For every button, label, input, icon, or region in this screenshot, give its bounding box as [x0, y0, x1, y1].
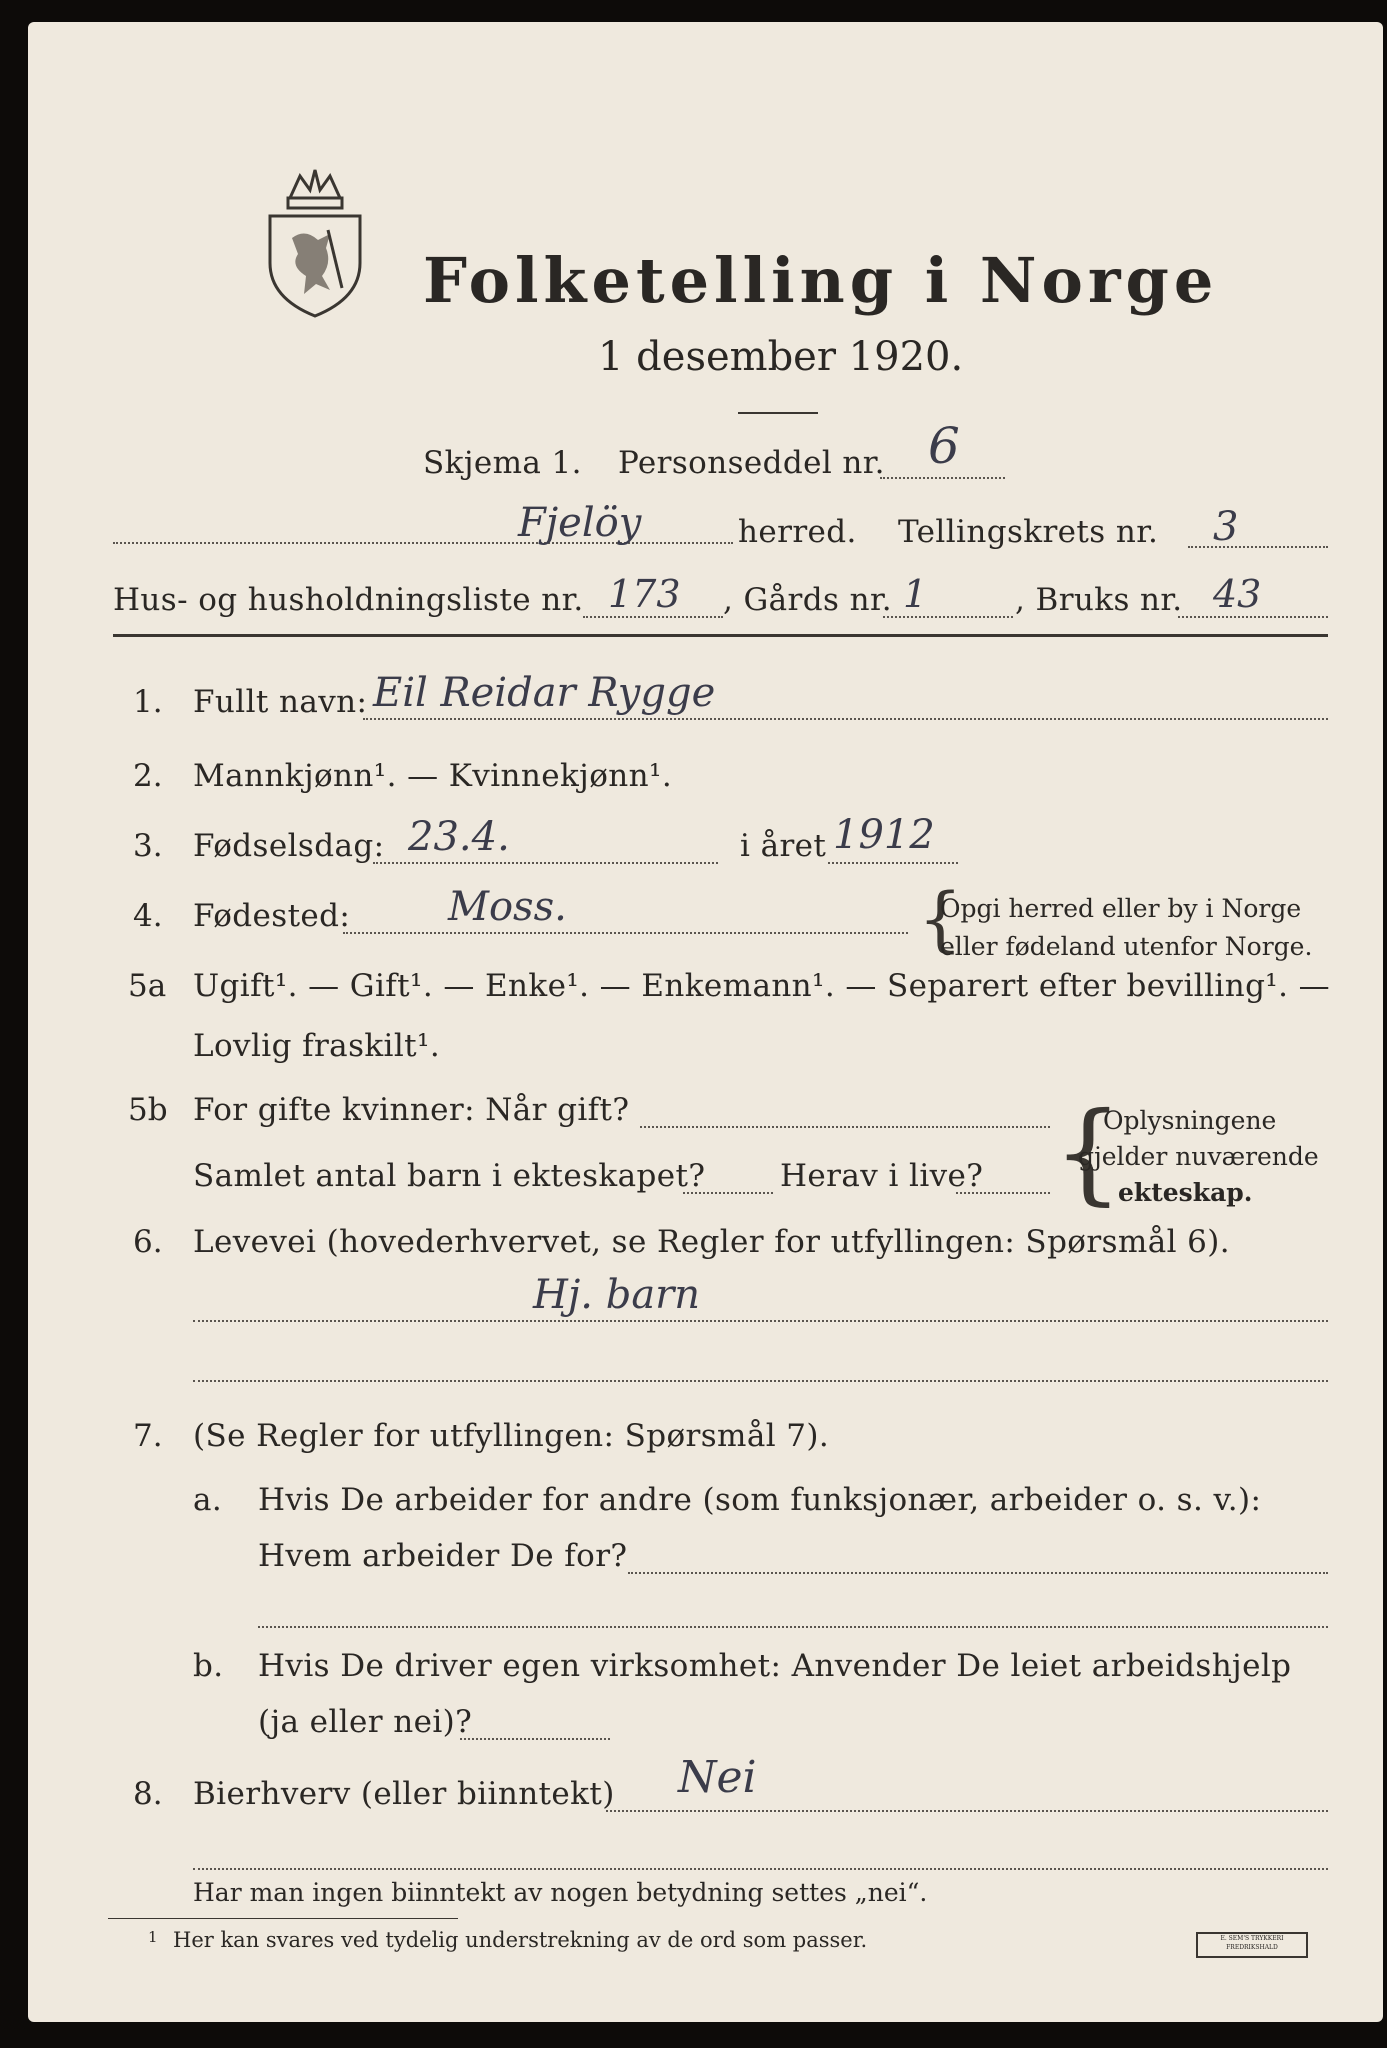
q8-line [606, 1810, 1328, 1812]
bruks-label: , Bruks nr. [1015, 582, 1183, 618]
q5b-number: 5b [128, 1092, 168, 1128]
q5b-married-line [640, 1126, 1050, 1128]
q5b-children-line [683, 1192, 773, 1194]
q5b-note-line3: ekteskap. [1118, 1178, 1253, 1207]
q7a-line1: Hvis De arbeider for andre (som funksjonær, arbeider o. s. v.): [258, 1482, 1262, 1518]
bruks-value: 43 [1213, 572, 1262, 616]
q7b-line [460, 1738, 610, 1740]
q1-label: Fullt navn: [193, 684, 368, 720]
q7b-line1: Hvis De driver egen virksomhet: Anvender De leiet arbeidshjelp [258, 1648, 1292, 1684]
q4-label: Fødested: [193, 898, 351, 934]
q6-line1 [193, 1320, 1328, 1322]
note-text: Har man ingen biinntekt av nogen betydning settes „nei“. [193, 1878, 928, 1907]
husliste-value: 173 [608, 572, 681, 616]
herred-value: Fjelöy [518, 500, 642, 546]
q3-label: Fødselsdag: [193, 828, 385, 864]
q8-label: Bierhverv (eller biinntekt) [193, 1776, 615, 1812]
form-title: Folketelling i Norge [423, 244, 1219, 317]
coat-of-arms-emblem [260, 168, 370, 318]
q7-label: (Se Regler for utfyllingen: Spørsmål 7). [193, 1418, 830, 1454]
q4-note-brace: { [918, 878, 963, 960]
bruks-line [1178, 616, 1328, 618]
tellingskrets-value: 3 [1213, 504, 1239, 550]
q6-label: Levevei (hovederhvervet, se Regler for utfyllingen: Spørsmål 6). [193, 1224, 1231, 1260]
q7-number: 7. [133, 1418, 163, 1454]
footnote-rule [108, 1918, 458, 1919]
q6-value: Hj. barn [533, 1272, 701, 1318]
husliste-label: Hus- og husholdningsliste nr. [113, 582, 584, 618]
q7a-line2: Hvem arbeider De for? [258, 1538, 628, 1574]
personseddel-value: 6 [928, 417, 960, 475]
herred-label: herred. [738, 514, 857, 550]
q7a-line [628, 1572, 1328, 1574]
q1-value: Eil Reidar Rygge [373, 670, 716, 716]
q5a-line1: Ugift¹. — Gift¹. — Enke¹. — Enkemann¹. — Separert efter bevilling¹. — [193, 968, 1331, 1004]
q5b-alive-line [956, 1192, 1050, 1194]
q6-number: 6. [133, 1224, 163, 1260]
tellingskrets-line [1188, 546, 1328, 548]
q4-value: Moss. [448, 884, 567, 930]
personseddel-label: Personseddel nr. [618, 445, 885, 481]
q7b-number: b. [193, 1648, 224, 1684]
q3-year-label: i året [740, 828, 827, 864]
q5b-note-line1: Oplysningene [1103, 1106, 1277, 1135]
q8-extra-line [193, 1868, 1328, 1870]
q3-value: 23.4. [408, 814, 510, 860]
footnote-text: Her kan svares ved tydelig understrekning av de ord som passer. [173, 1928, 868, 1952]
schema-label: Skjema 1. [423, 445, 582, 481]
q5b-note-line2: gjelder nuværende [1078, 1142, 1319, 1171]
q3-number: 3. [133, 828, 163, 864]
q3-year-value: 1912 [833, 812, 935, 858]
title-divider [738, 412, 818, 414]
q7a-number: a. [193, 1482, 223, 1518]
gards-value: 1 [903, 572, 928, 616]
q8-value: Nei [678, 1752, 757, 1803]
header-rule [113, 634, 1328, 637]
q4-note-line2: eller fødeland utenfor Norge. [940, 932, 1313, 961]
q1-line [363, 718, 1328, 720]
tellingskrets-label: Tellingskrets nr. [898, 514, 1159, 550]
printer-stamp: E. SEM'S TRYKKERI FREDRIKSHALD [1196, 1932, 1308, 1958]
gards-line [883, 616, 1013, 618]
q6-line2 [193, 1380, 1328, 1382]
footnote-mark: 1 [148, 1928, 158, 1946]
q7a-line-extra [258, 1626, 1328, 1628]
q2-number: 2. [133, 758, 163, 794]
gards-label: , Gårds nr. [723, 582, 893, 618]
census-date: 1 desember 1920. [598, 334, 964, 380]
q8-number: 8. [133, 1776, 163, 1812]
q4-line [343, 932, 908, 934]
q7b-line2: (ja eller nei)? [258, 1704, 473, 1740]
q5b-line1: For gifte kvinner: Når gift? [193, 1092, 630, 1128]
husliste-line [583, 616, 723, 618]
q4-number: 4. [133, 898, 163, 934]
q1-number: 1. [133, 684, 163, 720]
q5a-number: 5a [128, 968, 167, 1004]
q3-day-line [373, 862, 718, 864]
census-form [28, 22, 1383, 2022]
q5b-alive-label: Herav i live? [780, 1158, 984, 1194]
q3-year-line [828, 862, 958, 864]
personseddel-line [880, 477, 1005, 479]
q4-note-line1: Opgi herred eller by i Norge [940, 894, 1302, 923]
q2-label: Mannkjønn¹. — Kvinnekjønn¹. [193, 758, 673, 794]
q5b-note-brace: { [1053, 1088, 1123, 1216]
q5a-line2: Lovlig fraskilt¹. [193, 1028, 441, 1064]
q5b-children-label: Samlet antal barn i ekteskapet? [193, 1158, 706, 1194]
